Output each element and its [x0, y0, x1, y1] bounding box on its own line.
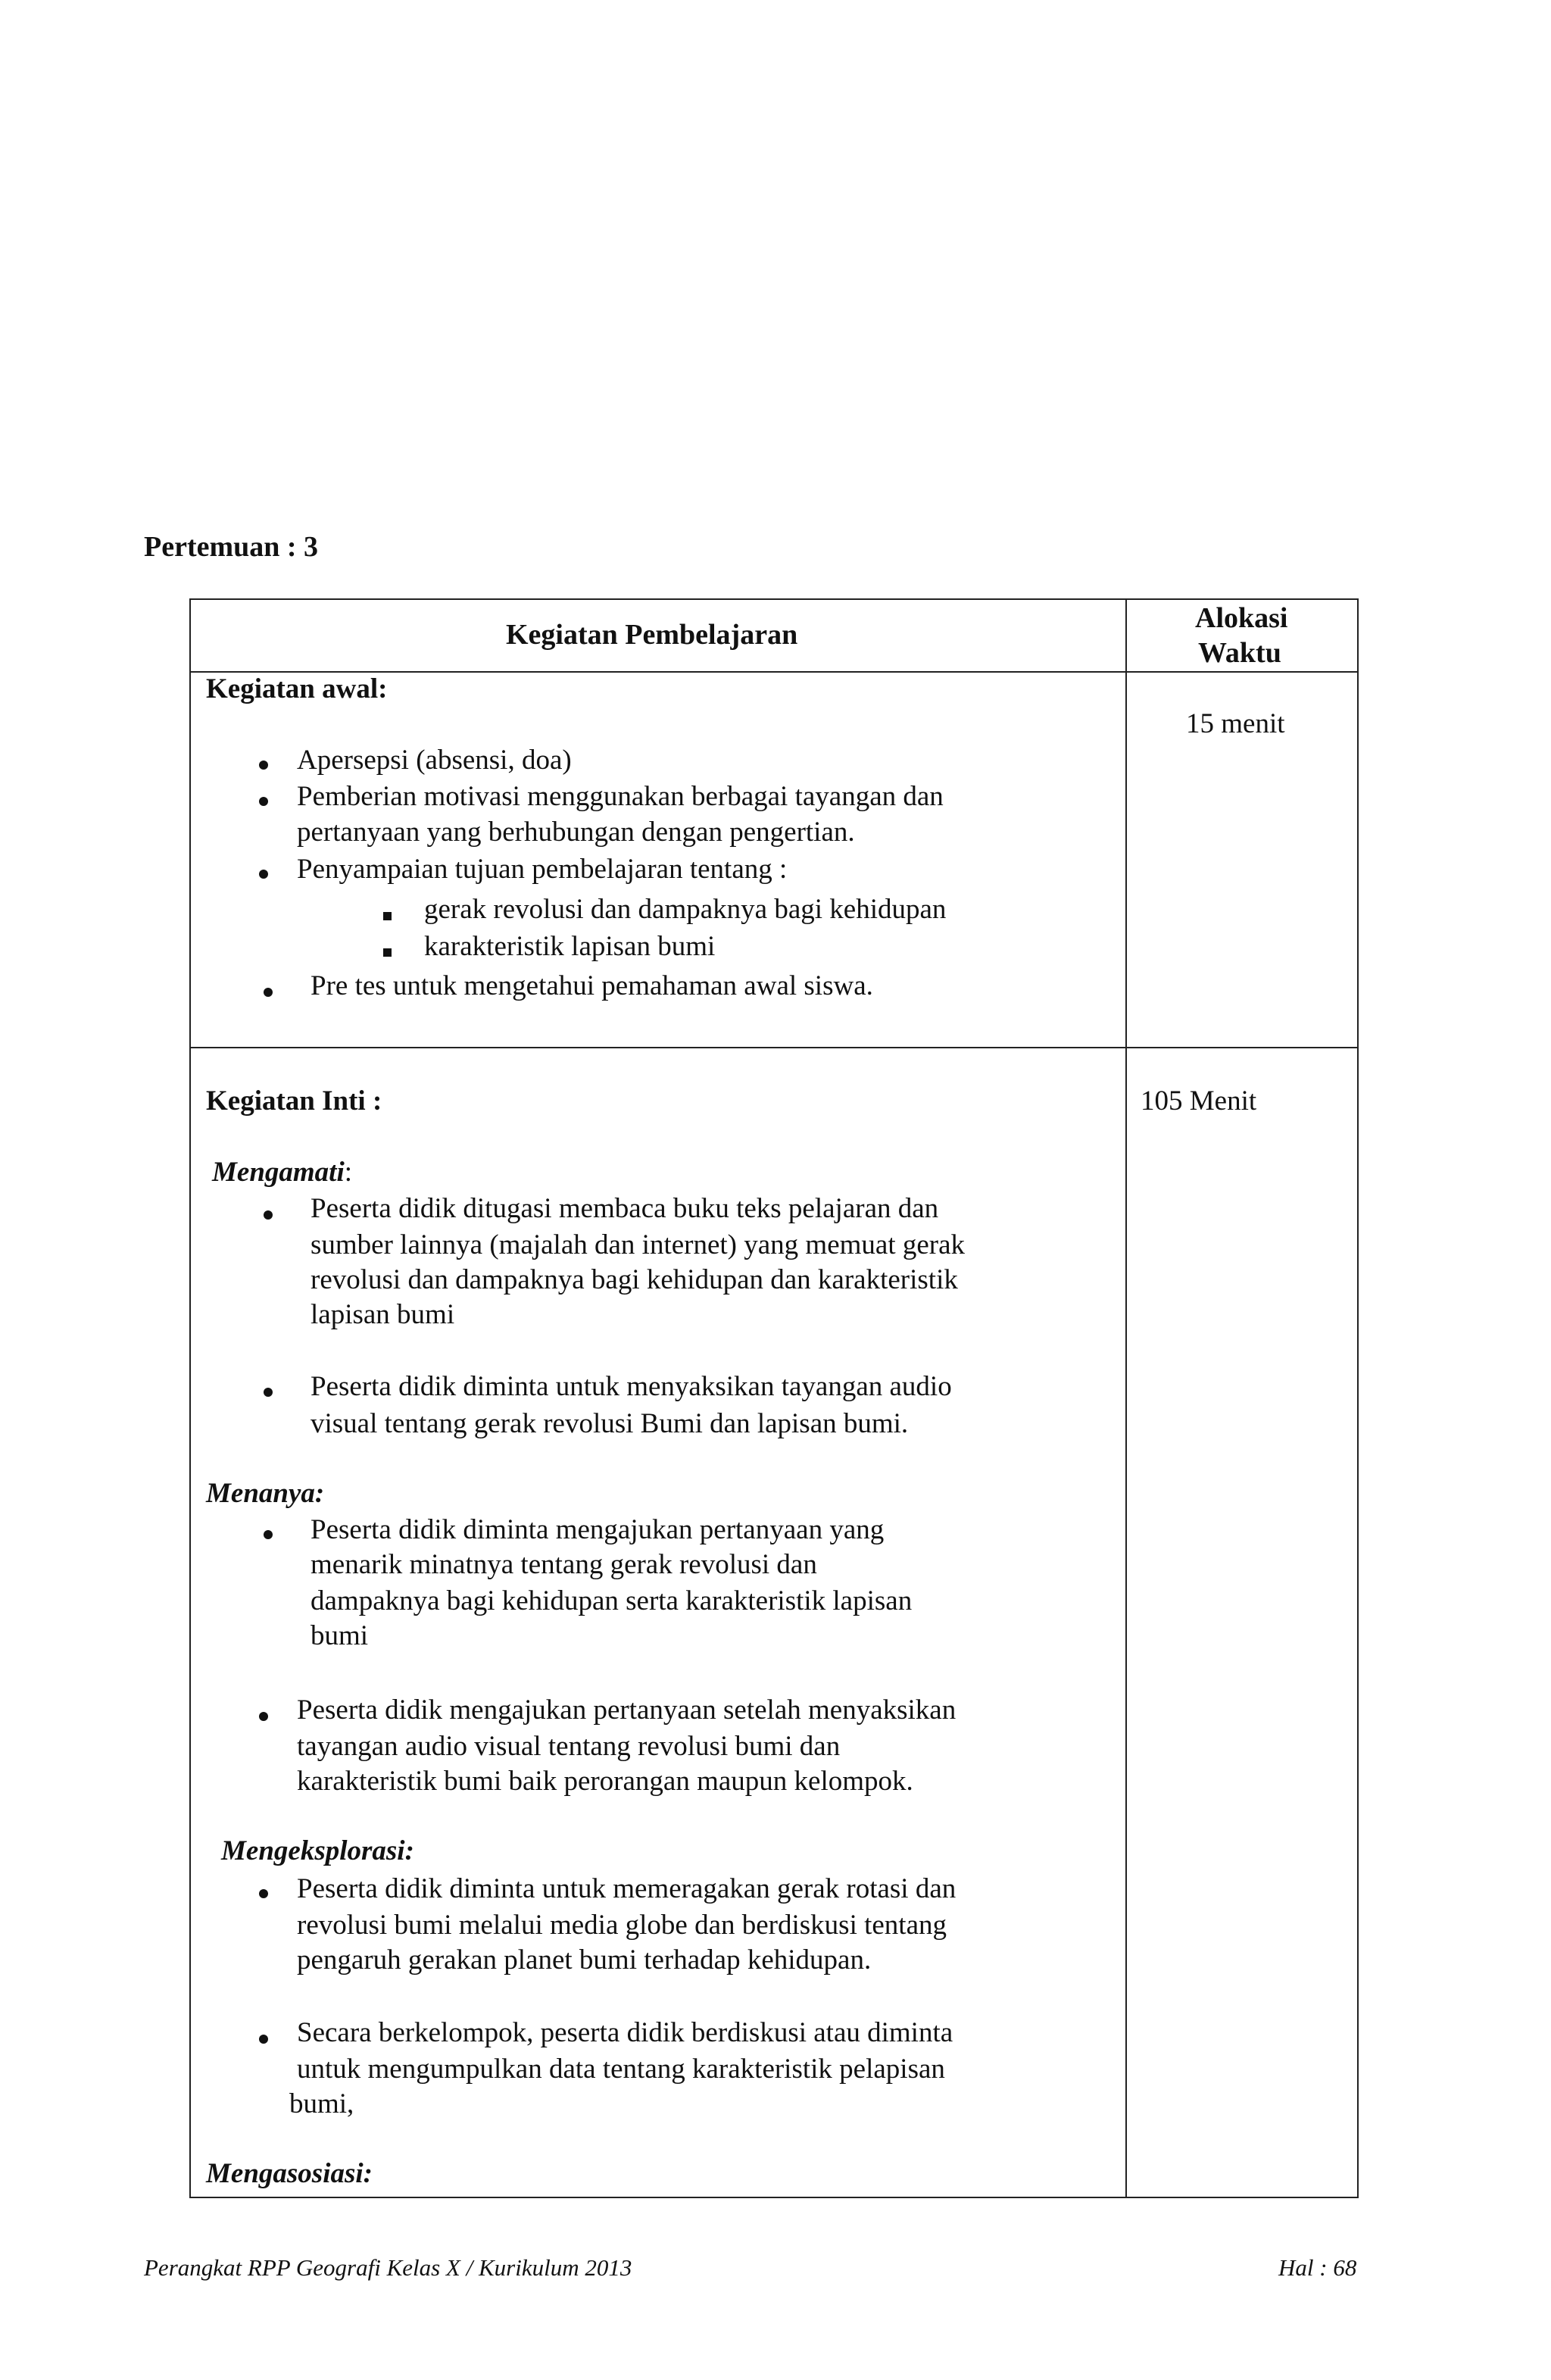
mengamati-item-1-line2: sumber lainnya (majalah dan internet) yang memuat gerak — [311, 1229, 966, 1260]
eksplorasi-item-2-line2: untuk mengumpulkan data tentang karakteristik pelapisan — [297, 2054, 945, 2085]
menanya-item-1-line1: Peserta didik diminta mengajukan pertanyaan yang — [311, 1514, 885, 1545]
bullet-icon — [259, 797, 268, 806]
bullet-icon — [259, 2035, 268, 2044]
learning-activity-table — [189, 598, 1359, 2198]
awal-item-2-line2: pertanyaan yang berhubungan dengan pengertian. — [297, 817, 855, 848]
awal-item-4: Pre tes untuk mengetahui pemahaman awal siswa. — [311, 970, 873, 1001]
bullet-icon — [259, 761, 268, 770]
awal-subitem-1: gerak revolusi dan dampaknya bagi kehidupan — [424, 894, 947, 925]
footer-page-number: Hal : 68 — [1278, 2254, 1357, 2281]
awal-item-1: Apersepsi (absensi, doa) — [297, 745, 572, 776]
menanya-item-1-line3: dampaknya bagi kehidupan serta karakteristik lapisan — [311, 1585, 913, 1616]
eksplorasi-item-1-line2: revolusi bumi melalui media globe dan berdiskusi tentang — [297, 1910, 947, 1941]
mengamati-item-2-line2: visual tentang gerak revolusi Bumi dan lapisan bumi. — [311, 1408, 909, 1439]
menanya-item-1-line4: bumi — [311, 1620, 369, 1651]
awal-item-2-line1: Pemberian motivasi menggunakan berbagai tayangan dan — [297, 781, 944, 812]
eksplorasi-item-2-line1: Secara berkelompok, peserta didik berdiskusi atau diminta — [297, 2017, 953, 2048]
eksplorasi-item-1-line3: pengaruh gerakan planet bumi terhadap kehidupan. — [297, 1944, 872, 1976]
row-divider — [191, 1047, 1357, 1048]
square-bullet-icon — [383, 912, 392, 920]
section-title-inti: Kegiatan Inti : — [206, 1085, 382, 1117]
subheading-mengeksplorasi: Mengeksplorasi: — [221, 1835, 414, 1866]
header-time-line2: Waktu — [1198, 637, 1281, 669]
mengamati-item-2-line1: Peserta didik diminta untuk menyaksikan tayangan audio — [311, 1371, 952, 1402]
bullet-icon — [264, 1388, 273, 1397]
mengamati-item-1-line3: revolusi dan dampaknya bagi kehidupan dan karakteristik — [311, 1264, 958, 1295]
subheading-mengasosiasi: Mengasosiasi: — [206, 2158, 373, 2189]
mengamati-item-1-line4: lapisan bumi — [311, 1299, 455, 1330]
subheading-menanya: Menanya: — [206, 1478, 325, 1509]
square-bullet-icon — [383, 948, 392, 957]
subheading-mengamati: Mengamati: — [212, 1157, 353, 1188]
mengamati-item-1-line1: Peserta didik ditugasi membaca buku teks pelajaran dan — [311, 1193, 939, 1224]
bullet-icon — [259, 1712, 268, 1721]
bullet-icon — [264, 988, 273, 997]
column-divider — [1125, 600, 1127, 2197]
menanya-item-2-line2: tayangan audio visual tentang revolusi bumi dan — [297, 1731, 841, 1762]
bullet-icon — [264, 1210, 273, 1220]
header-activities: Kegiatan Pembelajaran — [506, 619, 798, 651]
awal-subitem-2: karakteristik lapisan bumi — [424, 931, 716, 962]
menanya-item-2-line1: Peserta didik mengajukan pertanyaan setelah menyaksikan — [297, 1694, 957, 1726]
menanya-item-1-line2: menarik minatnya tentang gerak revolusi dan — [311, 1549, 817, 1580]
time-awal: 15 menit — [1186, 708, 1285, 739]
section-title-awal: Kegiatan awal: — [206, 673, 388, 704]
eksplorasi-item-1-line1: Peserta didik diminta untuk memeragakan gerak rotasi dan — [297, 1873, 957, 1904]
bullet-icon — [264, 1530, 273, 1539]
meeting-heading: Pertemuan : 3 — [144, 531, 319, 563]
menanya-item-2-line3: karakteristik bumi baik perorangan maupun kelompok. — [297, 1766, 913, 1797]
eksplorasi-item-2-line3: bumi, — [289, 2088, 354, 2119]
awal-item-3: Penyampaian tujuan pembelajaran tentang : — [297, 854, 788, 885]
header-time-line1: Alokasi — [1195, 602, 1288, 634]
bullet-icon — [259, 1889, 268, 1898]
bullet-icon — [259, 870, 268, 879]
footer-document-title: Perangkat RPP Geografi Kelas X / Kurikulum 2013 — [144, 2254, 632, 2281]
time-inti: 105 Menit — [1141, 1085, 1257, 1117]
